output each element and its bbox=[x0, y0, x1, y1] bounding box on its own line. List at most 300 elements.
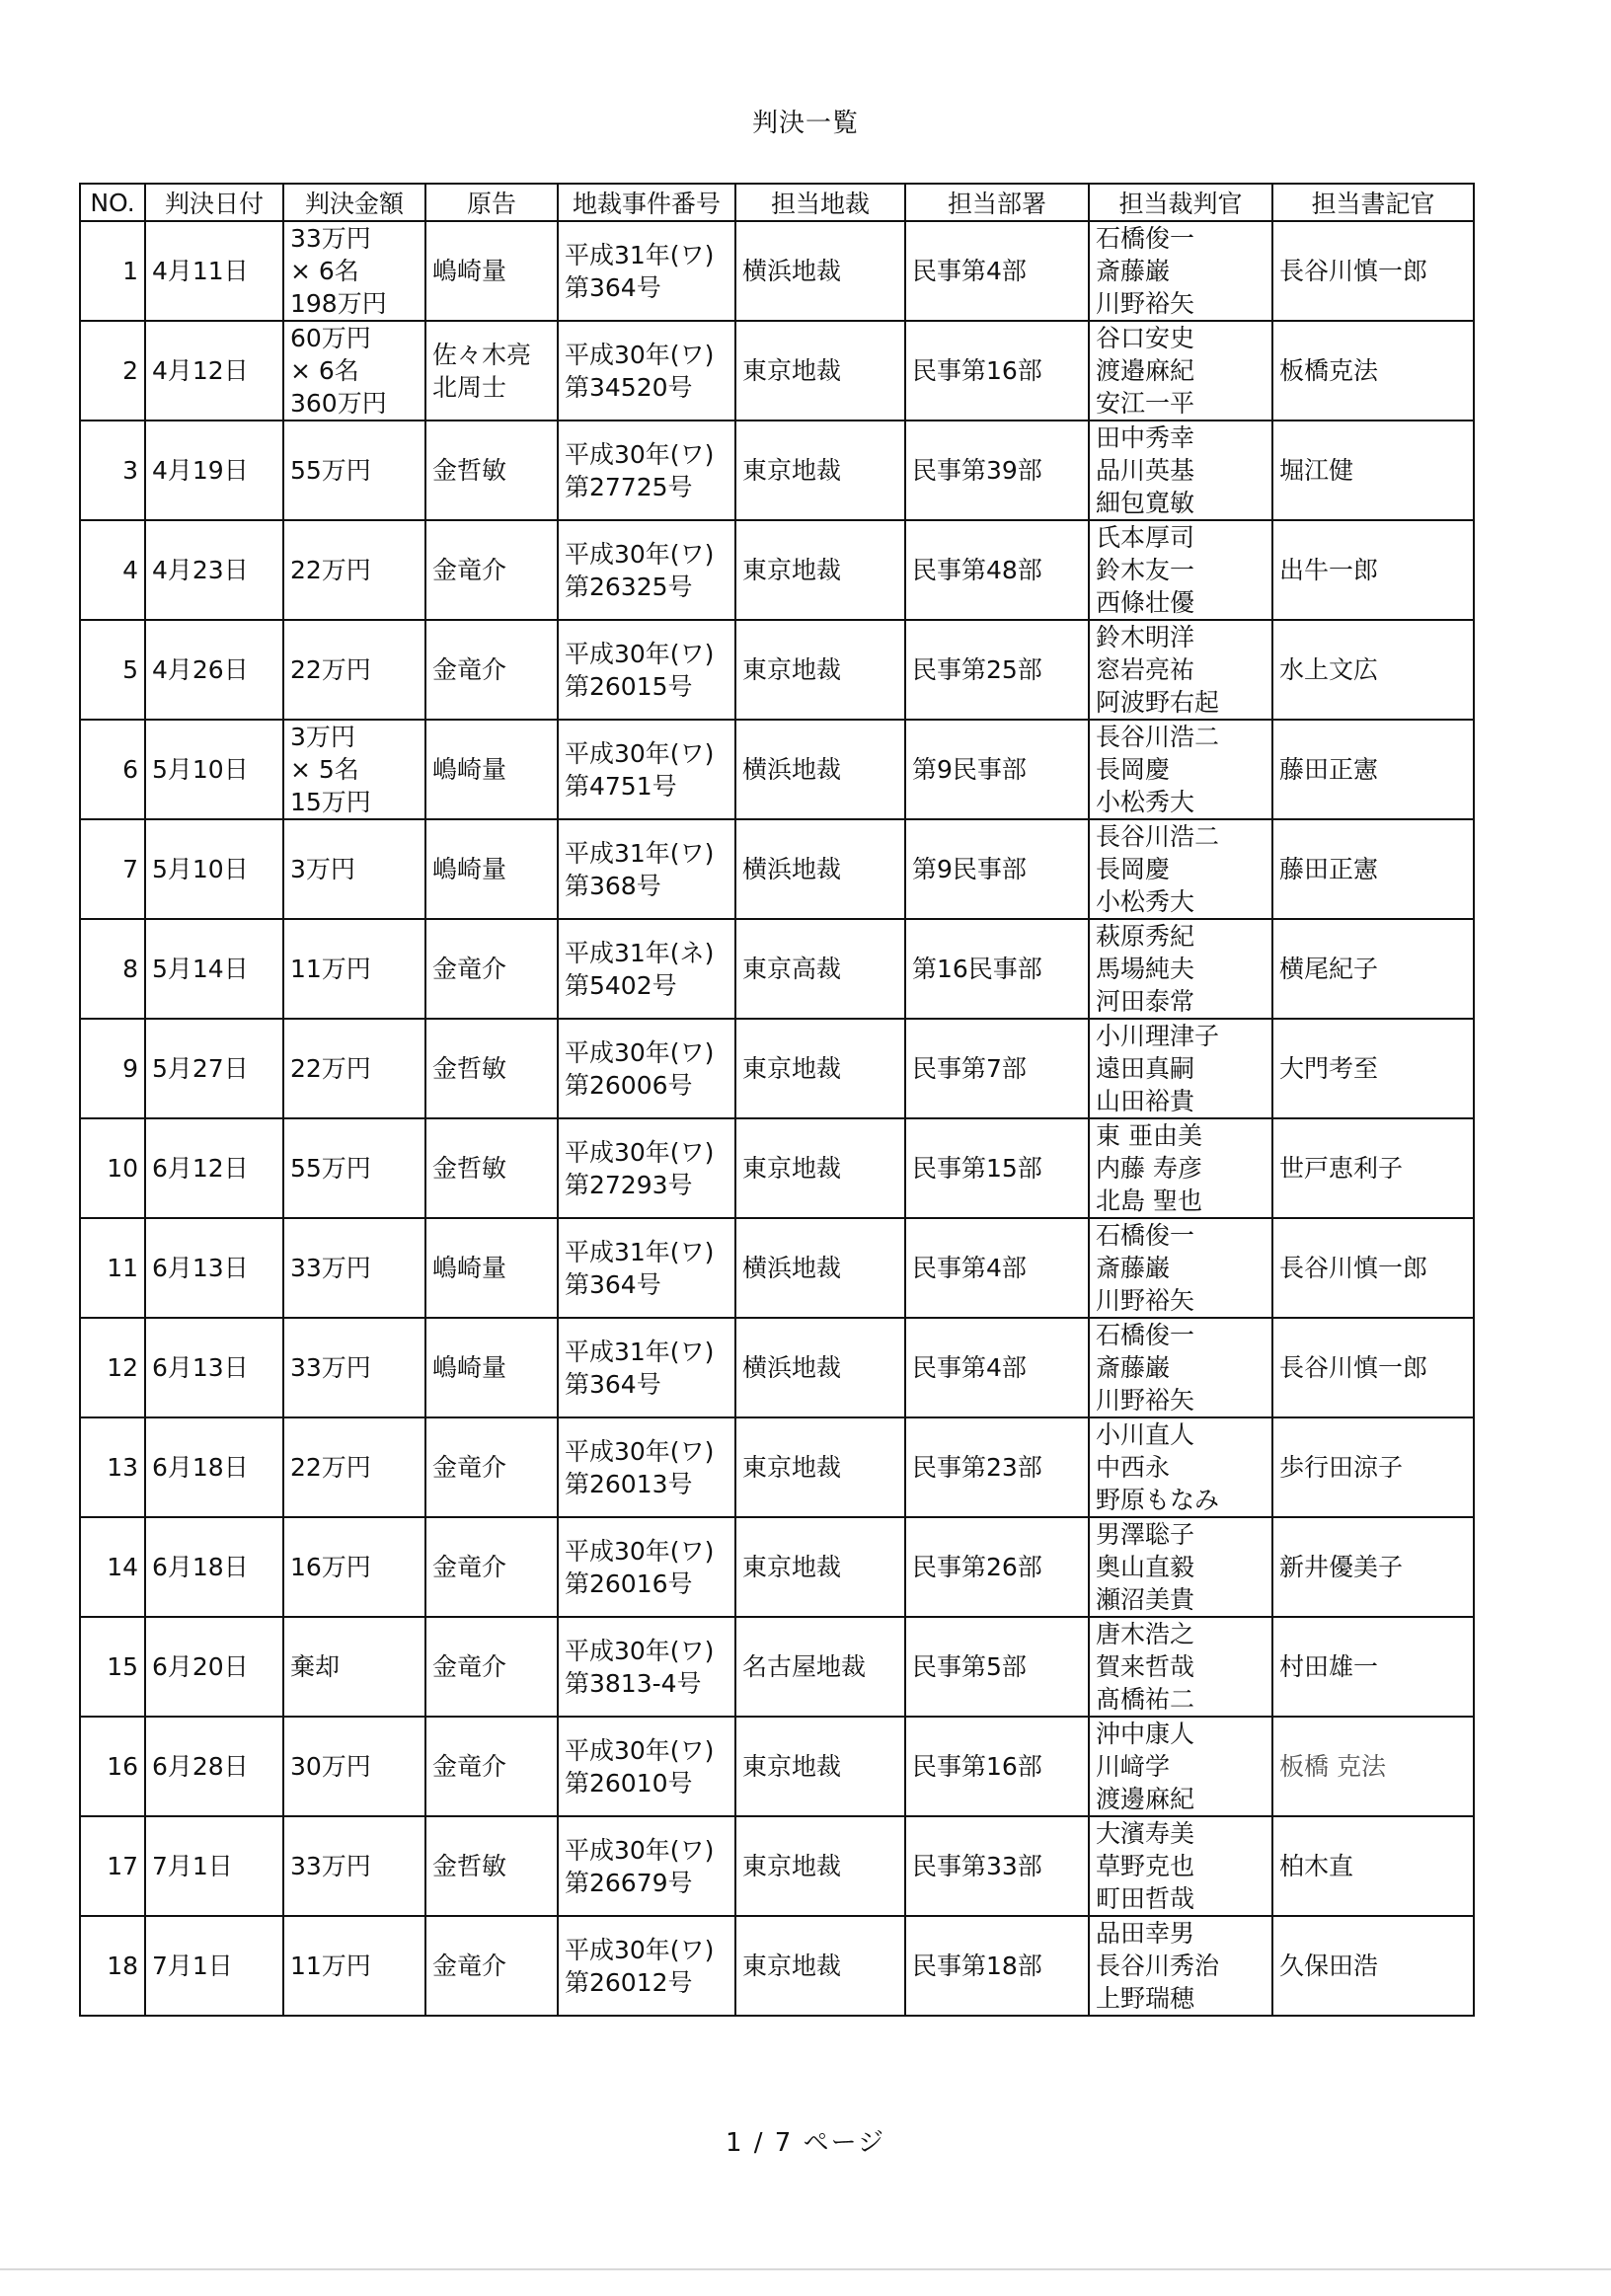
cell-amount bbox=[283, 520, 425, 620]
cell-judges-line: 沖中康人 bbox=[1096, 1720, 1195, 1748]
cell-date: 4月11日 bbox=[145, 221, 283, 321]
cell-amount-line: 55万円 bbox=[290, 456, 371, 485]
cell-department: 第9民事部 bbox=[905, 720, 1089, 819]
header-department: 担当部署 bbox=[905, 184, 1089, 221]
cell-court: 東京地裁 bbox=[735, 321, 905, 421]
cell-case-number-line: 第26325号 bbox=[565, 572, 693, 601]
cell-clerk: 藤田正憲 bbox=[1272, 819, 1474, 919]
table-row bbox=[80, 1417, 1474, 1517]
cell-court: 東京地裁 bbox=[735, 620, 905, 720]
cell-case-number-line: 平成31年(ワ) bbox=[565, 838, 715, 868]
cell-department: 第16民事部 bbox=[905, 919, 1089, 1019]
cell-department: 民事第39部 bbox=[905, 421, 1089, 520]
cell-judges bbox=[1089, 1019, 1272, 1118]
cell-case-number-line: 平成30年(ワ) bbox=[565, 1735, 715, 1765]
table-row bbox=[80, 1118, 1474, 1218]
cell-plaintiff bbox=[425, 720, 558, 819]
cell-judges bbox=[1089, 1118, 1272, 1218]
cell-plaintiff-line: 嶋崎量 bbox=[432, 1254, 507, 1282]
cell-plaintiff-line: 金竜介 bbox=[432, 1453, 507, 1482]
page-number: 1 / 7 ページ bbox=[725, 2128, 886, 2158]
header-amount: 判決金額 bbox=[283, 184, 425, 221]
table-row bbox=[80, 221, 1474, 321]
cell-clerk: 歩行田涼子 bbox=[1272, 1417, 1474, 1517]
cell-amount bbox=[283, 321, 425, 421]
cell-amount bbox=[283, 1118, 425, 1218]
cell-date: 4月19日 bbox=[145, 421, 283, 520]
cell-case-number-line: 第364号 bbox=[565, 1269, 661, 1299]
cell-amount bbox=[283, 1417, 425, 1517]
cell-plaintiff bbox=[425, 620, 558, 720]
cell-judges-line: 川野裕矢 bbox=[1096, 1286, 1195, 1315]
cell-judges-line: 鈴木友一 bbox=[1096, 556, 1195, 584]
cell-plaintiff bbox=[425, 1816, 558, 1916]
cell-case-number-line: 平成30年(ワ) bbox=[565, 1935, 715, 1964]
cell-clerk: 長谷川慎一郎 bbox=[1272, 1218, 1474, 1318]
cell-judges-line: 小松秀大 bbox=[1096, 887, 1195, 916]
cell-amount-line: 30万円 bbox=[290, 1752, 371, 1781]
cell-amount-line: 11万円 bbox=[290, 1952, 371, 1980]
cell-department: 民事第7部 bbox=[905, 1019, 1089, 1118]
cell-amount bbox=[283, 421, 425, 520]
cell-no: 8 bbox=[80, 919, 145, 1019]
cell-amount-line: 33万円 bbox=[290, 1353, 371, 1382]
cell-judges-line: 東 亜由美 bbox=[1096, 1121, 1202, 1150]
cell-judges bbox=[1089, 1617, 1272, 1717]
cell-department: 第9民事部 bbox=[905, 819, 1089, 919]
cell-date: 5月10日 bbox=[145, 819, 283, 919]
cell-judges-line: 細包寛敏 bbox=[1096, 489, 1195, 517]
cell-plaintiff-line: 金哲敏 bbox=[432, 1154, 507, 1183]
cell-judges-line: 男澤聡子 bbox=[1096, 1520, 1195, 1549]
cell-judges-line: 長谷川浩二 bbox=[1096, 822, 1220, 851]
cell-clerk: 久保田浩 bbox=[1272, 1916, 1474, 2016]
cell-judges-line: 髙橋祐二 bbox=[1096, 1685, 1195, 1714]
cell-case-number-line: 第368号 bbox=[565, 871, 661, 900]
cell-amount bbox=[283, 1019, 425, 1118]
cell-department: 民事第18部 bbox=[905, 1916, 1089, 2016]
cell-amount bbox=[283, 919, 425, 1019]
cell-amount bbox=[283, 1717, 425, 1816]
cell-no: 13 bbox=[80, 1417, 145, 1517]
table-row bbox=[80, 321, 1474, 421]
cell-judges-line: 窓岩亮祐 bbox=[1096, 655, 1195, 684]
cell-case-number bbox=[558, 1816, 735, 1916]
cell-date: 5月27日 bbox=[145, 1019, 283, 1118]
cell-case-number bbox=[558, 520, 735, 620]
cell-department: 民事第26部 bbox=[905, 1517, 1089, 1617]
cell-judges bbox=[1089, 919, 1272, 1019]
cell-judges-line: 長岡慶 bbox=[1096, 855, 1171, 883]
cell-judges-line: 川野裕矢 bbox=[1096, 1386, 1195, 1415]
cell-clerk: 出牛一郎 bbox=[1272, 520, 1474, 620]
cell-judges-line: 遠田真嗣 bbox=[1096, 1054, 1195, 1083]
cell-no: 3 bbox=[80, 421, 145, 520]
cell-department: 民事第5部 bbox=[905, 1617, 1089, 1717]
cell-plaintiff-line: 金竜介 bbox=[432, 1952, 507, 1980]
cell-case-number-line: 平成30年(ワ) bbox=[565, 1636, 715, 1665]
table-row bbox=[80, 1019, 1474, 1118]
cell-plaintiff-line: 佐々木亮 bbox=[432, 340, 532, 369]
cell-no: 2 bbox=[80, 321, 145, 421]
cell-date: 4月23日 bbox=[145, 520, 283, 620]
cell-case-number-line: 第3813-4号 bbox=[565, 1668, 702, 1698]
cell-amount-line: 棄却 bbox=[290, 1652, 341, 1681]
cell-plaintiff bbox=[425, 919, 558, 1019]
table-row bbox=[80, 819, 1474, 919]
cell-judges-line: 小川理津子 bbox=[1096, 1022, 1220, 1050]
cell-no: 15 bbox=[80, 1617, 145, 1717]
header-judges: 担当裁判官 bbox=[1089, 184, 1272, 221]
cell-amount-line: 33万円 bbox=[290, 224, 371, 253]
table-row bbox=[80, 421, 1474, 520]
cell-case-number bbox=[558, 1517, 735, 1617]
cell-no: 14 bbox=[80, 1517, 145, 1617]
cell-judges bbox=[1089, 1816, 1272, 1916]
cell-case-number-line: 平成30年(ワ) bbox=[565, 439, 715, 469]
cell-no: 7 bbox=[80, 819, 145, 919]
cell-department: 民事第23部 bbox=[905, 1417, 1089, 1517]
table-row bbox=[80, 520, 1474, 620]
cell-no: 6 bbox=[80, 720, 145, 819]
cell-amount-line: 33万円 bbox=[290, 1852, 371, 1880]
cell-clerk: 堀江健 bbox=[1272, 421, 1474, 520]
cell-case-number bbox=[558, 1717, 735, 1816]
cell-amount bbox=[283, 819, 425, 919]
cell-case-number-line: 第5402号 bbox=[565, 970, 677, 1000]
cell-case-number-line: 平成30年(ワ) bbox=[565, 639, 715, 668]
cell-plaintiff-line: 金竜介 bbox=[432, 1652, 507, 1681]
cell-judges-line: 内藤 寿彦 bbox=[1096, 1154, 1202, 1183]
cell-amount bbox=[283, 1916, 425, 2016]
cell-case-number bbox=[558, 221, 735, 321]
cell-judges-line: 瀬沼美貴 bbox=[1096, 1585, 1195, 1614]
cell-case-number bbox=[558, 1318, 735, 1417]
cell-judges-line: 唐木浩之 bbox=[1096, 1620, 1195, 1648]
table-row bbox=[80, 1916, 1474, 2016]
cell-judges-line: 小松秀大 bbox=[1096, 788, 1195, 816]
cell-clerk: 板橋克法 bbox=[1272, 321, 1474, 421]
cell-clerk: 新井優美子 bbox=[1272, 1517, 1474, 1617]
header-plaintiff: 原告 bbox=[425, 184, 558, 221]
cell-amount-line: 22万円 bbox=[290, 1054, 371, 1083]
cell-no: 18 bbox=[80, 1916, 145, 2016]
table-row bbox=[80, 1717, 1474, 1816]
cell-judges-line: 萩原秀紀 bbox=[1096, 922, 1195, 951]
cell-judges-line: 谷口安史 bbox=[1096, 324, 1195, 352]
cell-date: 6月13日 bbox=[145, 1218, 283, 1318]
cell-no: 4 bbox=[80, 520, 145, 620]
cell-date: 7月1日 bbox=[145, 1816, 283, 1916]
cell-court: 東京地裁 bbox=[735, 1019, 905, 1118]
cell-case-number-line: 第27293号 bbox=[565, 1170, 693, 1199]
header-row bbox=[80, 184, 1474, 221]
cell-judges-line: 田中秀幸 bbox=[1096, 423, 1195, 452]
cell-court: 横浜地裁 bbox=[735, 221, 905, 321]
cell-judges-line: 河田泰常 bbox=[1096, 987, 1195, 1016]
cell-judges-line: 品田幸男 bbox=[1096, 1919, 1195, 1948]
cell-case-number-line: 平成31年(ワ) bbox=[565, 1237, 715, 1266]
cell-court: 横浜地裁 bbox=[735, 1218, 905, 1318]
cell-plaintiff-line: 北周士 bbox=[432, 372, 507, 402]
header-clerk: 担当書記官 bbox=[1272, 184, 1474, 221]
cell-plaintiff bbox=[425, 1318, 558, 1417]
cell-amount-line: 360万円 bbox=[290, 389, 387, 418]
cell-no: 16 bbox=[80, 1717, 145, 1816]
cell-date: 6月18日 bbox=[145, 1517, 283, 1617]
cell-judges bbox=[1089, 720, 1272, 819]
cell-case-number-line: 平成31年(ワ) bbox=[565, 240, 715, 269]
cell-amount-line: × 5名 bbox=[290, 755, 359, 784]
cell-case-number bbox=[558, 620, 735, 720]
cell-judges-line: 石橋俊一 bbox=[1096, 1321, 1195, 1349]
cell-judges-line: 北島 聖也 bbox=[1096, 1186, 1202, 1215]
cell-plaintiff bbox=[425, 1417, 558, 1517]
cell-court: 横浜地裁 bbox=[735, 1318, 905, 1417]
cell-judges-line: 安江一平 bbox=[1096, 389, 1195, 418]
cell-case-number bbox=[558, 1617, 735, 1717]
cell-court: 東京地裁 bbox=[735, 1717, 905, 1816]
cell-judges-line: 草野克也 bbox=[1096, 1852, 1195, 1880]
cell-judges bbox=[1089, 620, 1272, 720]
cell-case-number-line: 第26015号 bbox=[565, 671, 693, 701]
table-body bbox=[80, 221, 1474, 2016]
cell-plaintiff-line: 金竜介 bbox=[432, 1752, 507, 1781]
cell-judges bbox=[1089, 421, 1272, 520]
cell-case-number-line: 第26016号 bbox=[565, 1569, 693, 1598]
cell-plaintiff bbox=[425, 421, 558, 520]
cell-plaintiff-line: 嶋崎量 bbox=[432, 755, 507, 784]
cell-judges-line: 長岡慶 bbox=[1096, 755, 1171, 784]
cell-department: 民事第16部 bbox=[905, 1717, 1089, 1816]
cell-case-number bbox=[558, 1916, 735, 2016]
cell-amount-line: × 6名 bbox=[290, 257, 359, 285]
cell-judges-line: 川﨑学 bbox=[1096, 1752, 1171, 1781]
cell-court: 東京地裁 bbox=[735, 1916, 905, 2016]
table-row bbox=[80, 1318, 1474, 1417]
table-row bbox=[80, 1816, 1474, 1916]
cell-clerk: 村田雄一 bbox=[1272, 1617, 1474, 1717]
page-title: 判決一覧 bbox=[751, 109, 859, 138]
cell-plaintiff-line: 嶋崎量 bbox=[432, 1353, 507, 1382]
cell-plaintiff-line: 嶋崎量 bbox=[432, 855, 507, 883]
cell-case-number-line: 平成30年(ワ) bbox=[565, 1536, 715, 1566]
cell-case-number-line: 平成30年(ワ) bbox=[565, 1835, 715, 1865]
cell-case-number-line: 平成30年(ワ) bbox=[565, 1037, 715, 1067]
cell-judges bbox=[1089, 321, 1272, 421]
cell-judges-line: 斎藤巌 bbox=[1096, 1353, 1171, 1382]
cell-amount bbox=[283, 620, 425, 720]
cell-case-number bbox=[558, 321, 735, 421]
cell-judges-line: 野原もなみ bbox=[1096, 1486, 1220, 1514]
cell-plaintiff bbox=[425, 1717, 558, 1816]
cell-judges-line: 石橋俊一 bbox=[1096, 224, 1195, 253]
cell-amount-line: 3万円 bbox=[290, 723, 355, 751]
table-row bbox=[80, 620, 1474, 720]
cell-judges-line: 西條壮優 bbox=[1096, 588, 1195, 617]
cell-no: 11 bbox=[80, 1218, 145, 1318]
cell-court: 東京地裁 bbox=[735, 1517, 905, 1617]
cell-department: 民事第4部 bbox=[905, 1318, 1089, 1417]
table-row bbox=[80, 1617, 1474, 1717]
cell-judges-line: 鈴木明洋 bbox=[1096, 623, 1195, 651]
cell-judges-line: 阿波野右起 bbox=[1096, 688, 1220, 717]
cell-plaintiff bbox=[425, 1019, 558, 1118]
cell-amount-line: 15万円 bbox=[290, 788, 371, 816]
cell-amount bbox=[283, 1816, 425, 1916]
cell-case-number bbox=[558, 819, 735, 919]
cell-judges-line: 斎藤巌 bbox=[1096, 1254, 1171, 1282]
cell-plaintiff-line: 金竜介 bbox=[432, 955, 507, 983]
cell-amount-line: × 6名 bbox=[290, 356, 359, 385]
cell-judges bbox=[1089, 1717, 1272, 1816]
cell-judges-line: 馬場純夫 bbox=[1096, 955, 1195, 983]
cell-department: 民事第33部 bbox=[905, 1816, 1089, 1916]
header-no: NO. bbox=[80, 184, 145, 221]
cell-case-number-line: 第26010号 bbox=[565, 1768, 693, 1798]
cell-plaintiff-line: 金竜介 bbox=[432, 1553, 507, 1581]
cell-plaintiff bbox=[425, 1218, 558, 1318]
cell-judges bbox=[1089, 1517, 1272, 1617]
cell-no: 9 bbox=[80, 1019, 145, 1118]
cell-case-number-line: 平成30年(ワ) bbox=[565, 738, 715, 768]
cell-court: 東京高裁 bbox=[735, 919, 905, 1019]
table-row bbox=[80, 1218, 1474, 1318]
cell-no: 10 bbox=[80, 1118, 145, 1218]
cell-no: 5 bbox=[80, 620, 145, 720]
cell-judges-line: 山田裕貴 bbox=[1096, 1087, 1195, 1115]
cell-court: 東京地裁 bbox=[735, 1118, 905, 1218]
cell-court: 東京地裁 bbox=[735, 421, 905, 520]
cell-court: 東京地裁 bbox=[735, 1816, 905, 1916]
cell-plaintiff bbox=[425, 819, 558, 919]
cell-court: 名古屋地裁 bbox=[735, 1617, 905, 1717]
cell-amount-line: 33万円 bbox=[290, 1254, 371, 1282]
cell-plaintiff bbox=[425, 520, 558, 620]
cell-case-number bbox=[558, 1019, 735, 1118]
cell-clerk: 大門考至 bbox=[1272, 1019, 1474, 1118]
cell-judges-line: 渡邊麻紀 bbox=[1096, 1785, 1195, 1813]
cell-amount-line: 22万円 bbox=[290, 1453, 371, 1482]
cell-case-number bbox=[558, 1417, 735, 1517]
cell-judges-line: 渡邉麻紀 bbox=[1096, 356, 1195, 385]
cell-judges-line: 賀来哲哉 bbox=[1096, 1652, 1195, 1681]
cell-judges bbox=[1089, 1417, 1272, 1517]
cell-no: 12 bbox=[80, 1318, 145, 1417]
cell-judges-line: 町田哲哉 bbox=[1096, 1884, 1195, 1913]
cell-case-number-line: 第364号 bbox=[565, 1369, 661, 1399]
cell-case-number-line: 平成30年(ワ) bbox=[565, 340, 715, 369]
cell-case-number-line: 平成31年(ネ) bbox=[565, 938, 715, 967]
cell-department: 民事第48部 bbox=[905, 520, 1089, 620]
cell-judges-line: 上野瑞穂 bbox=[1096, 1984, 1195, 2013]
cell-case-number bbox=[558, 1218, 735, 1318]
cell-plaintiff-line: 嶋崎量 bbox=[432, 257, 507, 285]
cell-court: 東京地裁 bbox=[735, 520, 905, 620]
cell-judges bbox=[1089, 221, 1272, 321]
cell-judges-line: 氏本厚司 bbox=[1096, 523, 1195, 552]
cell-judges-line: 品川英基 bbox=[1096, 456, 1195, 485]
cell-court: 横浜地裁 bbox=[735, 720, 905, 819]
cell-judges-line: 石橋俊一 bbox=[1096, 1221, 1195, 1250]
cell-case-number-line: 第364号 bbox=[565, 272, 661, 302]
cell-date: 4月12日 bbox=[145, 321, 283, 421]
cell-judges-line: 小川直人 bbox=[1096, 1420, 1195, 1449]
cell-date: 6月18日 bbox=[145, 1417, 283, 1517]
cell-plaintiff-line: 金哲敏 bbox=[432, 1054, 507, 1083]
cell-amount bbox=[283, 1218, 425, 1318]
cell-case-number-line: 第26012号 bbox=[565, 1967, 693, 1997]
cell-amount-line: 60万円 bbox=[290, 324, 371, 352]
cell-case-number-line: 第27725号 bbox=[565, 472, 693, 501]
cell-case-number-line: 第26013号 bbox=[565, 1469, 693, 1498]
cell-clerk: 長谷川慎一郎 bbox=[1272, 221, 1474, 321]
cell-date: 6月28日 bbox=[145, 1717, 283, 1816]
cell-plaintiff bbox=[425, 1916, 558, 2016]
cell-plaintiff-line: 金竜介 bbox=[432, 655, 507, 684]
cell-case-number-line: 平成30年(ワ) bbox=[565, 539, 715, 569]
cell-plaintiff-line: 金竜介 bbox=[432, 556, 507, 584]
cell-judges-line: 斎藤巌 bbox=[1096, 257, 1171, 285]
cell-amount-line: 55万円 bbox=[290, 1154, 371, 1183]
cell-judges-line: 長谷川秀治 bbox=[1096, 1952, 1220, 1980]
cell-amount bbox=[283, 1617, 425, 1717]
cell-date: 5月10日 bbox=[145, 720, 283, 819]
header-case-number: 地裁事件番号 bbox=[558, 184, 735, 221]
cell-date: 4月26日 bbox=[145, 620, 283, 720]
cell-plaintiff bbox=[425, 1617, 558, 1717]
cell-judges-line: 長谷川浩二 bbox=[1096, 723, 1220, 751]
cell-judges-line: 奥山直毅 bbox=[1096, 1553, 1195, 1581]
cell-amount-line: 22万円 bbox=[290, 556, 371, 584]
cell-plaintiff-line: 金哲敏 bbox=[432, 1852, 507, 1880]
cell-case-number bbox=[558, 421, 735, 520]
cell-clerk: 世戸恵利子 bbox=[1272, 1118, 1474, 1218]
cell-clerk: 藤田正憲 bbox=[1272, 720, 1474, 819]
cell-judges bbox=[1089, 1218, 1272, 1318]
cell-clerk: 水上文広 bbox=[1272, 620, 1474, 720]
cell-case-number-line: 第26679号 bbox=[565, 1868, 693, 1897]
cell-no: 17 bbox=[80, 1816, 145, 1916]
cell-date: 5月14日 bbox=[145, 919, 283, 1019]
cell-judges-line: 川野裕矢 bbox=[1096, 289, 1195, 318]
cell-case-number bbox=[558, 1118, 735, 1218]
cell-judges bbox=[1089, 1916, 1272, 2016]
cell-plaintiff bbox=[425, 1517, 558, 1617]
cell-clerk: 長谷川慎一郎 bbox=[1272, 1318, 1474, 1417]
cell-clerk: 柏木直 bbox=[1272, 1816, 1474, 1916]
cell-judges bbox=[1089, 1318, 1272, 1417]
cell-case-number bbox=[558, 919, 735, 1019]
cell-judges-line: 中西永 bbox=[1096, 1453, 1171, 1482]
cell-case-number-line: 平成30年(ワ) bbox=[565, 1137, 715, 1167]
cell-court: 横浜地裁 bbox=[735, 819, 905, 919]
cell-amount-line: 16万円 bbox=[290, 1553, 371, 1581]
cell-department: 民事第15部 bbox=[905, 1118, 1089, 1218]
cell-judges-line: 大濱寿美 bbox=[1096, 1819, 1195, 1848]
cell-amount-line: 198万円 bbox=[290, 289, 387, 318]
cell-case-number-line: 平成31年(ワ) bbox=[565, 1337, 715, 1366]
cell-department: 民事第16部 bbox=[905, 321, 1089, 421]
cell-no: 1 bbox=[80, 221, 145, 321]
cell-amount bbox=[283, 1318, 425, 1417]
cell-amount bbox=[283, 221, 425, 321]
cell-plaintiff bbox=[425, 321, 558, 421]
judgment-table bbox=[79, 183, 1475, 2017]
cell-plaintiff-line: 金哲敏 bbox=[432, 456, 507, 485]
cell-plaintiff bbox=[425, 221, 558, 321]
cell-date: 6月12日 bbox=[145, 1118, 283, 1218]
